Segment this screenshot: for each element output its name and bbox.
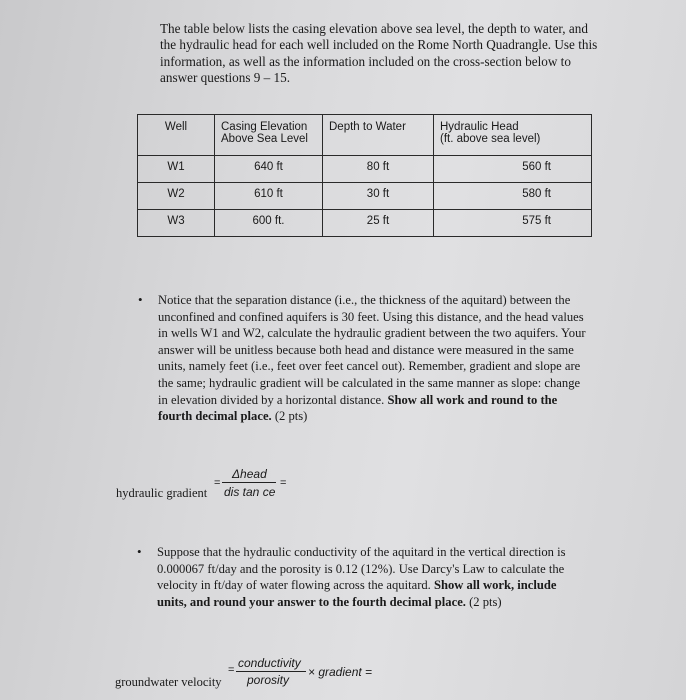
equals-sign: = xyxy=(214,477,221,489)
formula-label: hydraulic gradient xyxy=(116,486,208,500)
table-row xyxy=(138,183,592,210)
fraction-denominator: dis tan ce xyxy=(224,485,276,499)
fraction-numerator: conductivity xyxy=(238,656,301,670)
equals-sign: = xyxy=(228,664,235,676)
question-instruction: Show all work and round to the fourth decimal place. xyxy=(158,392,558,424)
table-row xyxy=(138,156,592,183)
cell-casing: 600 ft. xyxy=(215,210,323,237)
cell-head: 580 ft xyxy=(434,183,592,210)
cell-casing: 640 ft xyxy=(215,156,323,183)
fraction-denominator: porosity xyxy=(247,673,290,687)
cell-depth: 30 ft xyxy=(323,183,434,210)
cell-depth: 25 ft xyxy=(323,210,434,237)
cell-head: 575 ft xyxy=(434,210,592,237)
bullet-dot: • xyxy=(138,292,143,307)
header-depth-to-water: Depth to Water xyxy=(323,115,434,156)
cell-well: W2 xyxy=(138,183,215,210)
fraction-line xyxy=(222,482,276,483)
fraction-line xyxy=(236,671,306,672)
question-text: Suppose that the hydraulic conductivity of the aquitard in the vertical direction is 0.000067 ft/day and the porosity is 0.12 (12%). Use Darcy's Law to calculate the velocity in ft/day of water flowing across the aquitard. xyxy=(157,545,566,593)
cell-well: W3 xyxy=(138,210,215,237)
header-well: Well xyxy=(138,115,215,156)
times-gradient: × gradient = xyxy=(308,665,373,679)
question-text: Notice that the separation distance (i.e., the thickness of the aquitard) between the unconfined and confined aquifers is 30 feet. Using this distance, and the head values in wells W1 and W2, calculate the hydraulic gradient between the two aquifers. Your answer will be unitless because both head and distance were measured in the same units, namely feet (i.e., feet over feet cancel out). Remember, gradient and slope are the same; hydraulic gradient will be calculated in the same manner as slope: change in elevation divided by a horizontal distance. xyxy=(158,293,586,407)
cell-head: 560 ft xyxy=(434,156,592,183)
intro-paragraph: The table below lists the casing elevation above sea level, the depth to water, and the hydraulic head for each well included on the Rome North Quadrangle. Use this information, as well as the information included on the cross-section below to answer questions 9 – 15. xyxy=(160,21,598,85)
question-hydraulic-gradient xyxy=(138,292,588,425)
bullet-dot: • xyxy=(137,544,142,559)
table-header-row xyxy=(138,115,592,156)
well-data-table xyxy=(137,114,592,237)
formula-label: groundwater velocity xyxy=(115,675,222,689)
question-points: (2 pts) xyxy=(274,409,308,424)
header-casing-elevation: Casing Elevation Above Sea Level xyxy=(215,115,323,156)
table-row xyxy=(138,210,592,237)
equals-sign-trailing: = xyxy=(280,477,287,489)
cell-depth: 80 ft xyxy=(323,156,434,183)
question-points: (2 pts) xyxy=(469,594,502,609)
question-instruction: Show all work, include units, and round your answer to the fourth decimal place. xyxy=(157,578,557,609)
header-hydraulic-head: Hydraulic Head (ft. above sea level) xyxy=(434,115,592,156)
question-groundwater-velocity xyxy=(137,544,581,610)
cell-well: W1 xyxy=(138,156,215,183)
cell-casing: 610 ft xyxy=(215,183,323,210)
fraction-numerator: Δhead xyxy=(232,467,267,481)
